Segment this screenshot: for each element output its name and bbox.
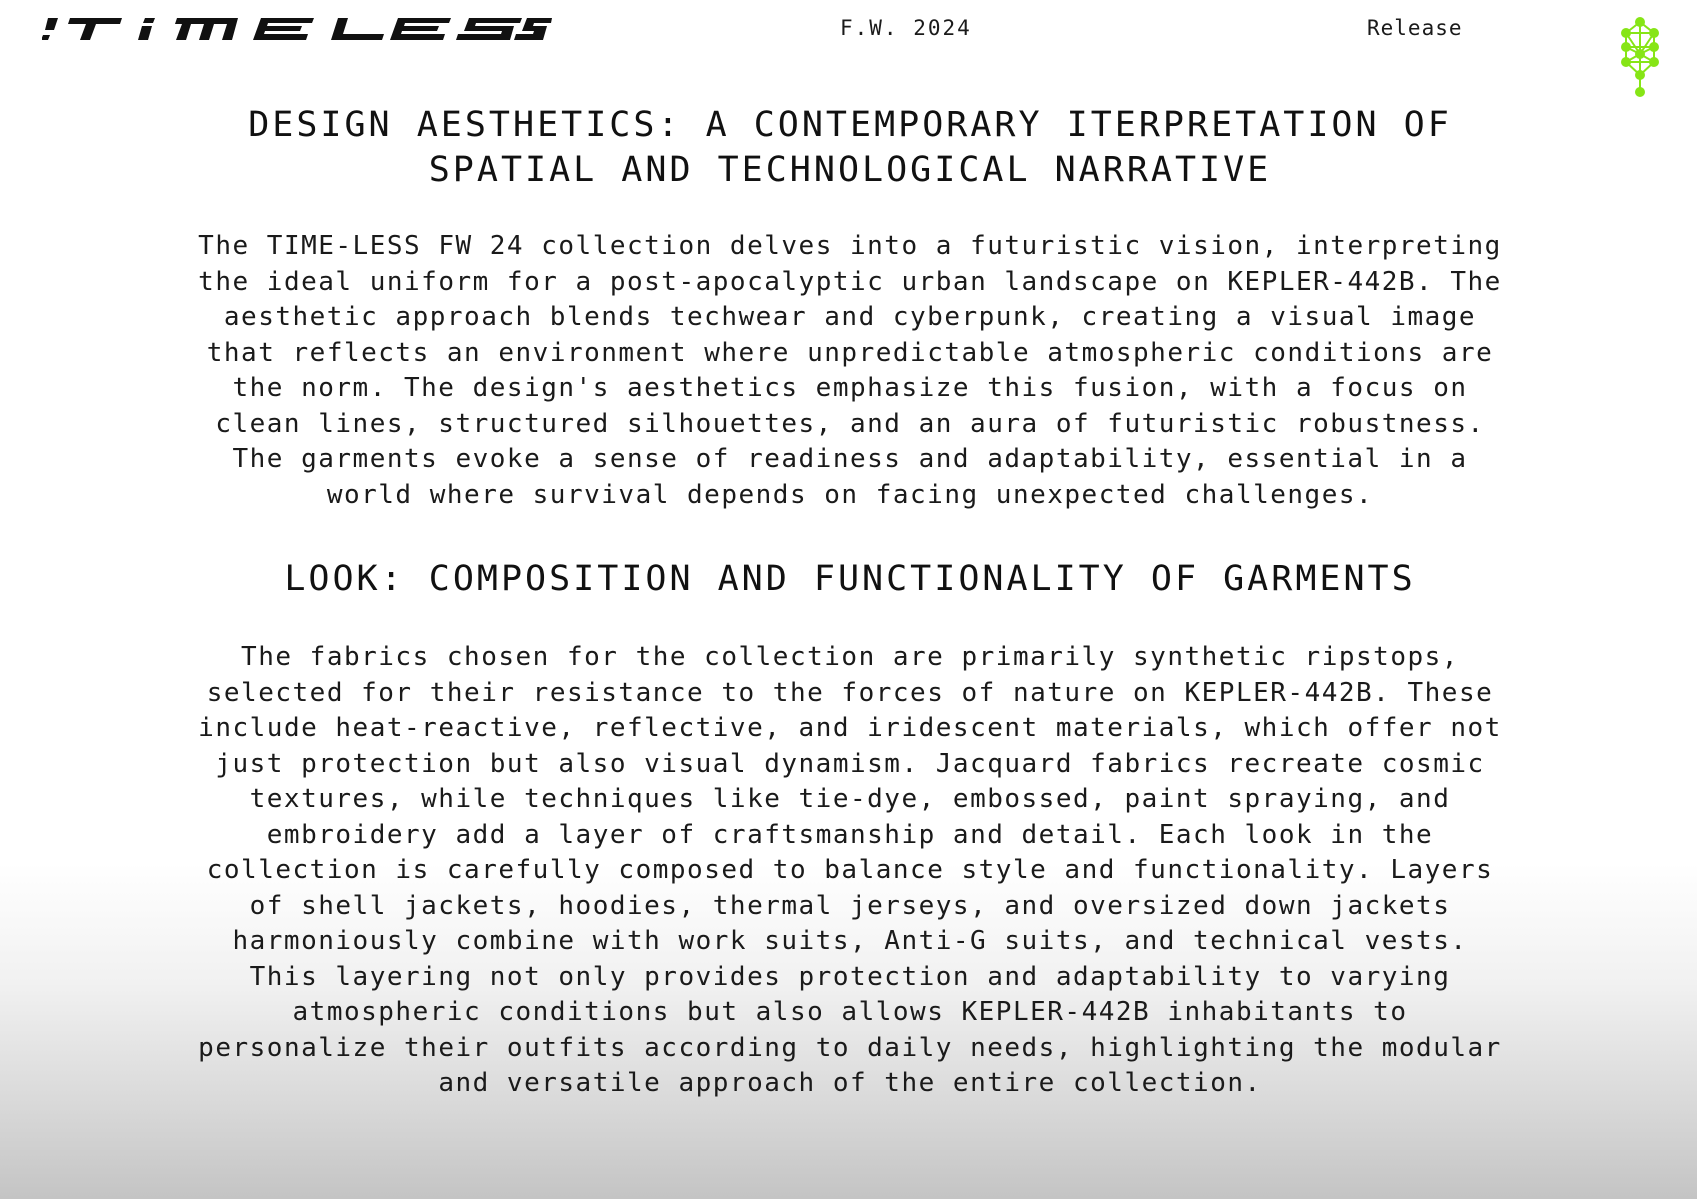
collection-description: [190, 100, 1510, 1102]
tree-of-life-icon[interactable]: [1614, 16, 1666, 100]
brand-logo-wordmark: [42, 14, 552, 42]
section-title-look: LOOK: COMPOSITION AND FUNCTIONALITY OF GARMENTS: [284, 559, 1416, 599]
season-label: F.W. 2024: [840, 16, 972, 40]
section-title-design-aesthetics: DESIGN AESTHETICS: A CONTEMPORARY ITERPRETATION OF SPATIAL AND TECHNOLOGICAL NARRATIVE: [248, 105, 1452, 190]
brand-logo[interactable]: [42, 14, 552, 42]
tree-of-life-icon-graphic: [1614, 16, 1666, 100]
site-header: [0, 0, 1697, 100]
section-body-design-aesthetics: The TIME-LESS FW 24 collection delves into a futuristic vision, interpreting the ideal uniform for a post-apocalyptic urban landscape on KEPLER-442B. The aesthetic approach blends techwear and cyberpunk, creating a visual image that reflects an environment where unpredictable atmospheric conditions are the norm. The design's aesthetics emphasize this fusion, with a focus on clean lines, structured silhouettes, and an aura of futuristic robustness. The garments evoke a sense of readiness and adaptability, essential in a world where survival depends on facing unexpected challenges.: [198, 231, 1502, 510]
section-body-look: The fabrics chosen for the collection are primarily synthetic ripstops, selected for their resistance to the forces of nature on KEPLER-442B. These include heat-reactive, reflective, and iridescent materials, which offer not just protection but also visual dynamism. Jacquard fabrics recreate cosmic textures, while techniques like tie-dye, embossed, paint spraying, and embroidery add a layer of craftsmanship and detail. Each look in the collection is carefully composed to balance style and functionality. Layers of shell jackets, hoodies, thermal jerseys, and oversized down jackets harmoniously combine with work suits, Anti-G suits, and technical vests. This layering not only provides protection and adaptability to varying atmospheric conditions but also allows KEPLER-442B inhabitants to personalize their outfits according to daily needs, highlighting the modular and versatile approach of the entire collection.: [198, 642, 1502, 1098]
release-nav-link[interactable]: Release: [1367, 16, 1463, 40]
